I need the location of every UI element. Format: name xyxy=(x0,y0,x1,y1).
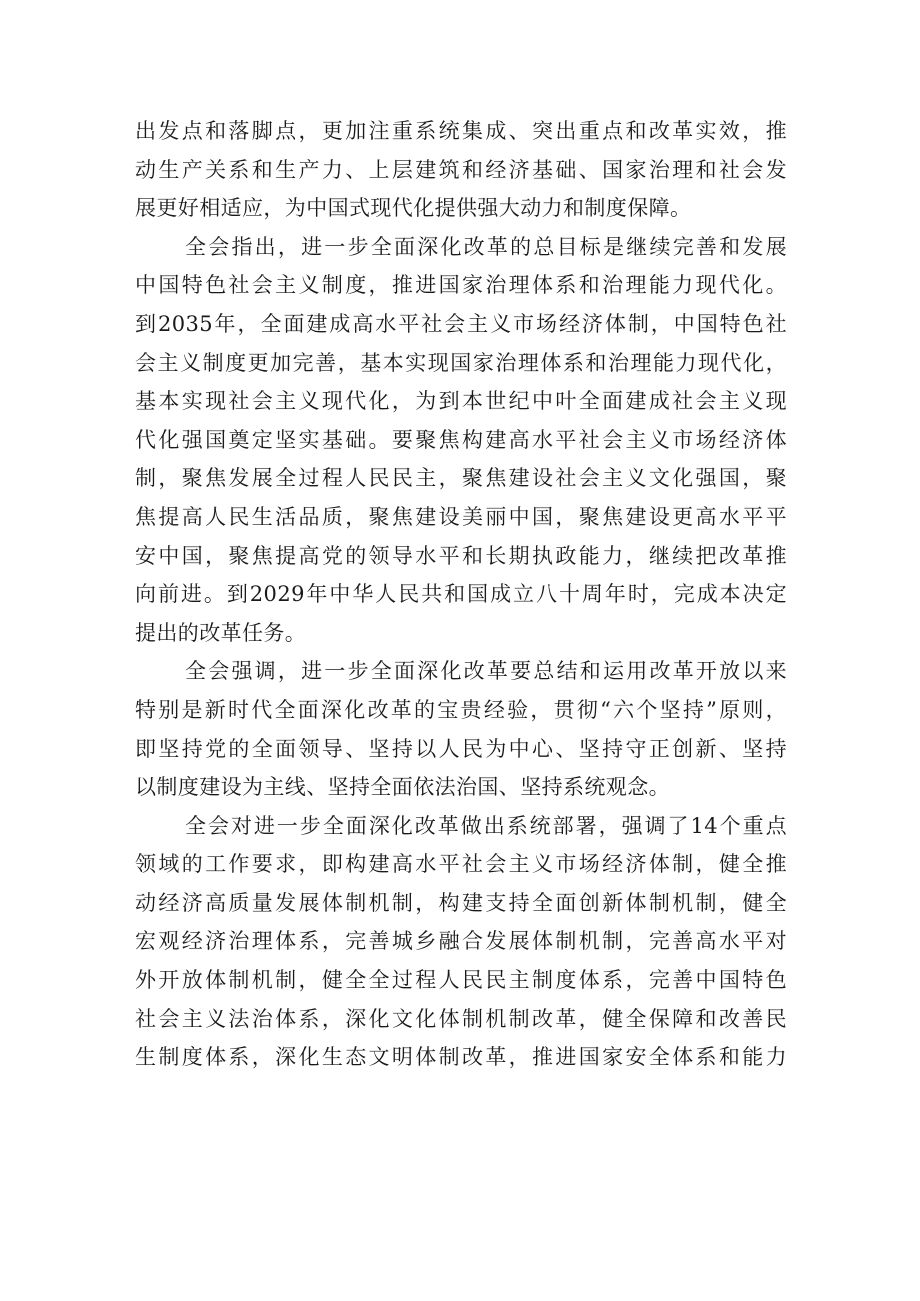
text-line: 会主义制度更加完善，基本实现国家治理体系和治理能力现代化， xyxy=(135,350,787,375)
text-line: 全会对进一步全面深化改革做出系统部署，强调了14个重点 xyxy=(185,813,787,838)
text-line: 安中国，聚焦提高党的领导水平和长期执政能力，继续把改革推 xyxy=(135,543,787,568)
paragraph xyxy=(135,652,787,806)
text-line: 焦提高人民生活品质，聚焦建设美丽中国，聚焦建设更高水平平 xyxy=(135,504,787,529)
paragraph xyxy=(135,807,787,1077)
text-line: 向前进。到2029年中华人民共和国成立八十周年时，完成本决定 xyxy=(135,582,787,607)
text-line: 全会指出，进一步全面深化改革的总目标是继续完善和发展 xyxy=(185,234,787,259)
text-line: 到2035年，全面建成高水平社会主义市场经济体制，中国特色社 xyxy=(135,311,787,336)
text-line: 全会强调，进一步全面深化改革要总结和运用改革开放以来 xyxy=(185,659,787,684)
text-line: 中国特色社会主义制度，推进国家治理体系和治理能力现代化。 xyxy=(135,273,787,298)
paragraph xyxy=(135,228,787,653)
text-line: 即坚持党的全面领导、坚持以人民为中心、坚持守正创新、坚持 xyxy=(135,736,787,761)
text-line: 展更好相适应，为中国式现代化提供强大动力和制度保障。 xyxy=(135,196,692,221)
text-line: 以制度建设为主线、坚持全面依法治国、坚持系统观念。 xyxy=(135,775,670,800)
text-line: 外开放体制机制，健全全过程人民民主制度体系，完善中国特色 xyxy=(135,968,787,993)
text-line: 提出的改革任务。 xyxy=(135,620,307,645)
text-line: 制，聚焦发展全过程人民民主，聚焦建设社会主义文化强国，聚 xyxy=(135,466,787,491)
text-line: 领域的工作要求，即构建高水平社会主义市场经济体制，健全推 xyxy=(135,852,787,877)
text-line: 基本实现社会主义现代化，为到本世纪中叶全面建成社会主义现 xyxy=(135,389,787,414)
text-line: 生制度体系，深化生态文明体制改革，推进国家安全体系和能力 xyxy=(135,1045,787,1070)
text-line: 动生产关系和生产力、上层建筑和经济基础、国家治理和社会发 xyxy=(135,157,787,182)
paragraph xyxy=(135,112,787,228)
text-line: 出发点和落脚点，更加注重系统集成、突出重点和改革实效，推 xyxy=(135,119,787,143)
document-body xyxy=(135,112,787,1077)
text-line: 特别是新时代全面深化改革的宝贵经验，贯彻“六个坚持”原则， xyxy=(135,697,787,722)
text-line: 社会主义法治体系，深化文化体制机制改革，健全保障和改善民 xyxy=(135,1006,787,1031)
text-line: 动经济高质量发展体制机制，构建支持全面创新体制机制，健全 xyxy=(135,890,787,915)
text-line: 宏观经济治理体系，完善城乡融合发展体制机制，完善高水平对 xyxy=(135,929,787,954)
text-line: 代化强国奠定坚实基础。要聚焦构建高水平社会主义市场经济体 xyxy=(135,427,787,452)
